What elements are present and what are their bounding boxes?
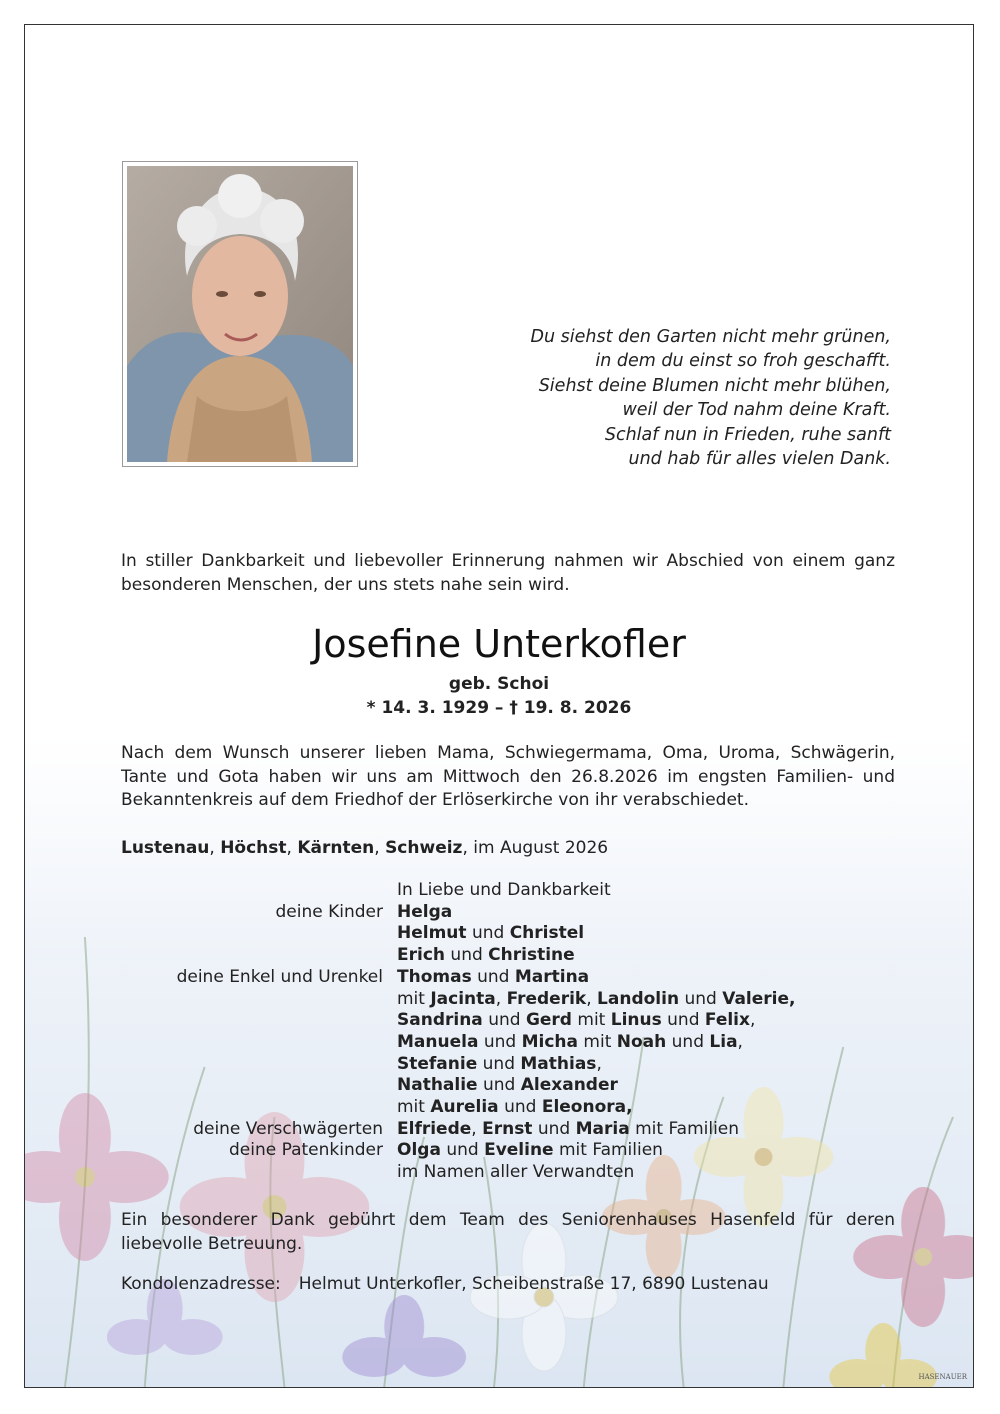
mourner-name: Helmut [397,923,467,944]
mourners-row: Sandrina und Gerd mit Linus und Felix, [397,1010,756,1031]
month-year: im August 2026 [473,838,609,858]
mourners-list [121,880,895,1184]
place-date-line: Lustenau, Höchst, Kärnten, Schweiz, im August 2026 [121,838,609,858]
portrait-photo [122,161,358,467]
poem-line: weil der Tod nahm deine Kraft. [622,400,891,421]
poem-line: und hab für alles vielen Dank. [628,449,891,470]
mourners-row: Erich und Christine [397,945,575,966]
greeting: In Liebe und Dankbarkeit [397,880,611,900]
thanks-text: Ein besonderer Dank gebührt dem Team des Seniorenhauses Hasenfeld für deren liebevolle Betreuung. [121,1210,895,1254]
mourners-row: deine Enkel und Urenkel Thomas und Martina [121,967,895,989]
intro-text: In stiller Dankbarkeit und liebevoller Erinnerung nahmen wir Abschied von einem ganz besonderen Menschen, der uns stets nahe sein wird. [121,551,895,595]
mourners-row [121,880,895,902]
poem [471,325,891,471]
mourners-row [121,1162,895,1184]
condolence-label: Kondolenzadresse: [121,1274,281,1294]
mourner-name: Helga [397,901,453,922]
role-label: deine Kinder [275,901,383,922]
obituary-card [24,24,974,1388]
place: Kärnten [297,838,375,858]
poem-line: Siehst deine Blumen nicht mehr blühen, [538,375,891,396]
mourners-row: Helmut und Christel [397,923,585,944]
poem-line: Du siehst den Garten nicht mehr grünen, [530,327,891,347]
poem-line: Schlaf nun in Frieden, ruhe sanft [604,424,891,445]
portrait-image [127,166,353,462]
mourners-row: Stefanie und Mathias, [397,1053,602,1074]
place: Schweiz [385,838,463,858]
birth-name: geb. Schoi [448,674,550,694]
mourner-name: Erich [397,945,446,966]
deceased-name: Josefine Unterkofler [312,622,686,666]
mourner-name: Christel [509,923,585,944]
role-label: deine Verschwägerten [193,1118,383,1139]
mourners-row: deine Verschwägerten Elfriede, Ernst und Maria mit Familien [121,1119,895,1141]
condolence-address-value: Helmut Unterkofler, Scheibenstraße 17, 6890 Lustenau [298,1274,769,1294]
maker-logo: HASENAUER [918,1373,967,1381]
mourners-row: mit Jacinta, Frederik, Landolin und Valerie, [397,988,796,1009]
role-label: deine Patenkinder [229,1140,383,1161]
condolence-address [121,1274,769,1294]
life-dates: * 14. 3. 1929 – † 19. 8. 2026 [366,698,632,718]
mourners-row: Manuela und Micha mit Noah und Lia, [397,1031,743,1052]
place: Lustenau [121,838,210,858]
farewell-text: Nach dem Wunsch unserer lieben Mama, Schwiegermama, Oma, Uroma, Schwägerin, Tante und Gota haben wir uns am Mittwoch den 26.8.2026 im engsten Familien- und Bekanntenkreis auf dem Friedhof der Erlöserkirche von ihr verabschiedet. [121,743,895,811]
poem-line: in dem du einst so froh geschafft. [595,351,891,372]
mourners-row: deine Patenkinder Olga und Eveline mit Familien [121,1140,895,1162]
mourners-row [121,902,895,924]
mourner-name: Christine [488,945,575,966]
mourners-row: mit Aurelia und Eleonora, [397,1097,633,1118]
place: Höchst [220,838,287,858]
mourners-row: Nathalie und Alexander [397,1075,618,1096]
closing-line: im Namen aller Verwandten [397,1162,635,1183]
role-label: deine Enkel und Urenkel [176,966,383,987]
